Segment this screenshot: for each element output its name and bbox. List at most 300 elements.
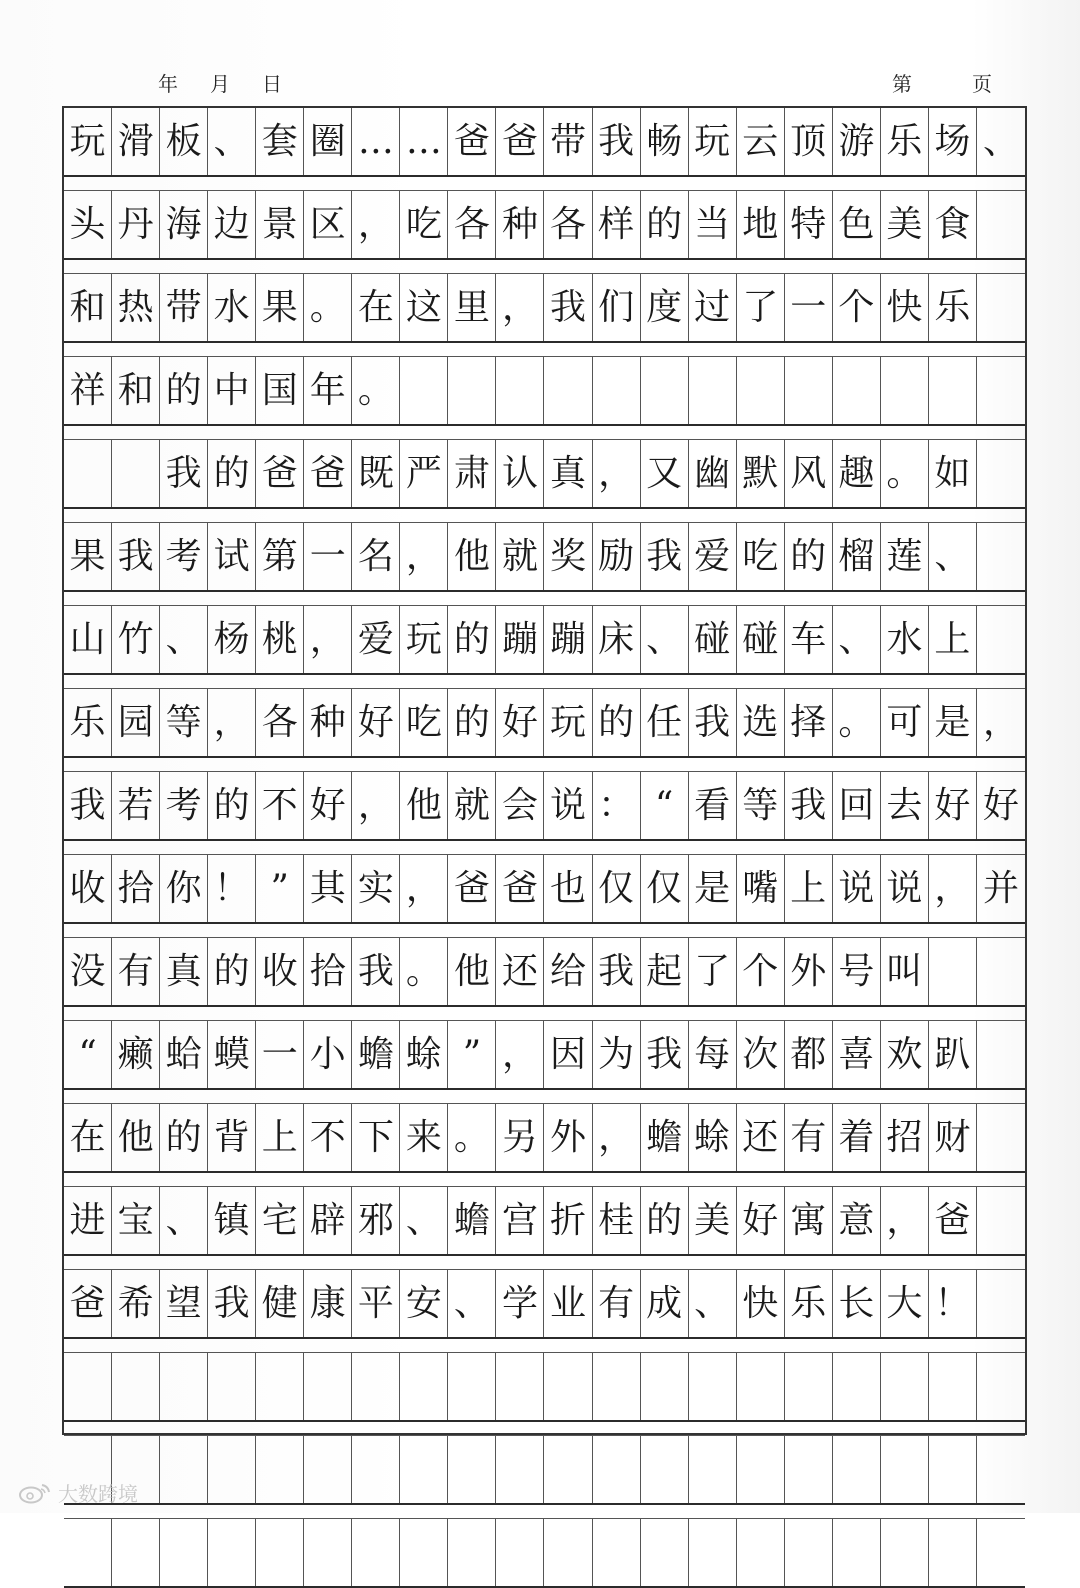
page-header: [60, 68, 1030, 104]
grid-cell: 宅: [256, 1187, 304, 1254]
grid-cell: [544, 357, 592, 424]
grid-cell: 玩: [544, 689, 592, 756]
grid-cell: [977, 1104, 1025, 1171]
grid-cell: 景: [256, 191, 304, 258]
grid-row: [64, 606, 1025, 675]
grid-cell: 我: [64, 772, 112, 839]
grid-cell: 蹦: [496, 606, 544, 673]
grid-cell: 了: [689, 938, 737, 1005]
grid-cell: 圈: [304, 108, 352, 175]
grid-cell: 的: [208, 938, 256, 1005]
grid-cell: 祥: [64, 357, 112, 424]
grid-cell: 肃: [448, 440, 496, 507]
grid-cell: 还: [496, 938, 544, 1005]
grid-cell: 也: [544, 855, 592, 922]
grid-cell: 云: [737, 108, 785, 175]
grid-cell: 套: [256, 108, 304, 175]
grid-cell: [208, 1519, 256, 1586]
row-gap: [64, 260, 1025, 274]
grid-cell: 另: [496, 1104, 544, 1171]
grid-cell: [737, 1353, 785, 1420]
grid-cell: 每: [689, 1021, 737, 1088]
grid-cell: ，: [400, 855, 448, 922]
grid-cell: 个: [737, 938, 785, 1005]
grid-cell: 宝: [112, 1187, 160, 1254]
grid-cell: 奖: [544, 523, 592, 590]
grid-cell: 、: [689, 1270, 737, 1337]
grid-cell: 号: [833, 938, 881, 1005]
grid-cell: [977, 274, 1025, 341]
writing-grid: [62, 106, 1027, 1435]
grid-cell: 吃: [737, 523, 785, 590]
row-gap: [64, 343, 1025, 357]
row-gap: [64, 1256, 1025, 1270]
grid-cell: 都: [785, 1021, 833, 1088]
grid-cell: 竹: [112, 606, 160, 673]
grid-cell: [977, 191, 1025, 258]
row-gap: [64, 924, 1025, 938]
grid-cell: …: [352, 108, 400, 175]
grid-cell: 。: [448, 1104, 496, 1171]
grid-cell: 平: [352, 1270, 400, 1337]
grid-cell: [785, 1436, 833, 1503]
grid-cell: 头: [64, 191, 112, 258]
grid-cell: 爸: [496, 855, 544, 922]
grid-cell: 乐: [881, 108, 929, 175]
grid-row: [64, 1187, 1025, 1256]
grid-cell: 为: [593, 1021, 641, 1088]
grid-cell: 的: [641, 1187, 689, 1254]
grid-cell: 国: [256, 357, 304, 424]
grid-cell: [64, 1353, 112, 1420]
grid-cell: 碰: [689, 606, 737, 673]
grid-cell: 板: [160, 108, 208, 175]
grid-cell: 车: [785, 606, 833, 673]
grid-cell: [929, 1436, 977, 1503]
grid-cell: 意: [833, 1187, 881, 1254]
grid-cell: 好: [982, 784, 1019, 826]
grid-cell: [929, 1353, 977, 1420]
grid-row: [64, 191, 1025, 260]
grid-cell: 果: [256, 274, 304, 341]
grid-cell: 幽: [689, 440, 737, 507]
grid-cell: 碰: [737, 606, 785, 673]
grid-cell: 好: [352, 689, 400, 756]
grid-cell: 场: [929, 108, 977, 175]
grid-cell: 、: [833, 606, 881, 673]
grid-cell: 去: [881, 772, 929, 839]
grid-cell: [977, 938, 1025, 1005]
grid-cell: ！: [929, 1270, 977, 1337]
grid-cell: 丹: [112, 191, 160, 258]
grid-cell: [881, 1519, 929, 1586]
grid-cell: [496, 1353, 544, 1420]
grid-cell: 的: [448, 689, 496, 756]
grid-cell: 真: [544, 440, 592, 507]
grid-cell: 我: [689, 689, 737, 756]
grid-cell: 和: [64, 274, 112, 341]
grid-cell: ，: [496, 274, 544, 341]
grid-cell: 美: [881, 191, 929, 258]
grid-cell: 如: [929, 440, 977, 507]
grid-cell: 热: [112, 274, 160, 341]
grid-cell: 快: [737, 1270, 785, 1337]
grid-cell: 癞: [112, 1021, 160, 1088]
grid-cell: 玩: [689, 108, 737, 175]
grid-cell: [160, 1353, 208, 1420]
grid-cell: 严: [400, 440, 448, 507]
grid-cell: [448, 357, 496, 424]
grid-cell: 果: [64, 523, 112, 590]
grid-cell: 安: [400, 1270, 448, 1337]
grid-cell: [208, 1353, 256, 1420]
row-gap: [64, 426, 1025, 440]
grid-cell: 其: [304, 855, 352, 922]
grid-cell: 收: [256, 938, 304, 1005]
grid-cell: ：: [593, 772, 641, 839]
grid-cell: 财: [929, 1104, 977, 1171]
grid-cell: 了: [737, 274, 785, 341]
grid-cell: 上: [929, 606, 977, 673]
row-gap: [64, 758, 1025, 772]
grid-cell: 说: [544, 772, 592, 839]
grid-cell: [400, 1436, 448, 1503]
watermark-text: 大数跨境: [58, 1482, 138, 1506]
grid-cell: [352, 1353, 400, 1420]
grid-cell: 一: [785, 274, 833, 341]
grid-cell: ，: [304, 606, 352, 673]
grid-cell: ，: [352, 191, 400, 258]
grid-cell: 。: [833, 689, 881, 756]
grid-cell: ”: [256, 855, 304, 922]
grid-cell: 食: [929, 191, 977, 258]
grid-cell: 在: [352, 274, 400, 341]
grid-cell: 滑: [112, 108, 160, 175]
grid-cell: [112, 1519, 160, 1586]
grid-cell: [977, 440, 1025, 507]
grid-cell: 带: [160, 274, 208, 341]
grid-cell: 没: [64, 938, 112, 1005]
grid-cell: 有: [785, 1104, 833, 1171]
grid-cell: 畅: [641, 108, 689, 175]
grid-cell: 下: [352, 1104, 400, 1171]
grid-cell: 、: [929, 523, 977, 590]
grid-cell: [929, 1519, 977, 1586]
grid-cell: 我: [160, 440, 208, 507]
grid-cell: 看: [689, 772, 737, 839]
grid-cell: 外: [785, 938, 833, 1005]
grid-cell: 若: [112, 772, 160, 839]
grid-cell: [593, 1519, 641, 1586]
grid-cell: 爸: [304, 440, 352, 507]
grid-cell: 带: [544, 108, 592, 175]
grid-cell: 上: [256, 1104, 304, 1171]
grid-cell: 风: [785, 440, 833, 507]
grid-cell: 色: [833, 191, 881, 258]
grid-cell: 蜍: [400, 1021, 448, 1088]
grid-cell: 蟾: [352, 1021, 400, 1088]
grid-cell: 考: [160, 772, 208, 839]
grid-cell: 次: [737, 1021, 785, 1088]
grid-cell: 既: [352, 440, 400, 507]
grid-row: [64, 440, 1025, 509]
grid-row: [64, 523, 1025, 592]
row-gap: [64, 592, 1025, 606]
grid-cell: [977, 1436, 1025, 1503]
row-gap: [64, 1173, 1025, 1187]
grid-cell: 蟾: [641, 1104, 689, 1171]
grid-cell: 蟆: [208, 1021, 256, 1088]
grid-cell: 玩: [400, 606, 448, 673]
grid-cell: [544, 1436, 592, 1503]
grid-row: [64, 108, 1025, 177]
grid-cell: [304, 1519, 352, 1586]
grid-cell: [641, 357, 689, 424]
grid-cell: 嘴: [737, 855, 785, 922]
grid-cell: 各: [256, 689, 304, 756]
grid-cell: ，: [496, 1021, 544, 1088]
grid-cell: 是: [689, 855, 737, 922]
row-gap: [64, 177, 1025, 191]
grid-row: [64, 1104, 1025, 1173]
grid-cell: 吃: [400, 689, 448, 756]
grid-cell: [448, 1353, 496, 1420]
grid-cell: [593, 1353, 641, 1420]
grid-cell: 海: [160, 191, 208, 258]
grid-cell: 乐: [64, 689, 112, 756]
grid-cell: 望: [160, 1270, 208, 1337]
grid-cell: 可: [881, 689, 929, 756]
grid-cell: 大: [881, 1270, 929, 1337]
grid-cell: 拾: [112, 855, 160, 922]
grid-cell: [352, 1519, 400, 1586]
grid-cell: 杨: [208, 606, 256, 673]
grid-cell: 宫: [496, 1187, 544, 1254]
grid-cell: [977, 1519, 1025, 1586]
grid-cell: ！: [208, 855, 256, 922]
grid-row: [64, 772, 1025, 841]
grid-cell: 趣: [833, 440, 881, 507]
grid-cell: ，: [982, 701, 1019, 743]
grid-cell: 吃: [400, 191, 448, 258]
grid-cell: 辟: [304, 1187, 352, 1254]
grid-cell: 爸: [256, 440, 304, 507]
grid-cell: 地: [737, 191, 785, 258]
grid-cell: [544, 1519, 592, 1586]
grid-cell: 名: [352, 523, 400, 590]
grid-cell: [400, 357, 448, 424]
grid-cell: [881, 1436, 929, 1503]
grid-cell: 趴: [929, 1021, 977, 1088]
grid-cell: 的: [448, 606, 496, 673]
grid-cell: 他: [448, 938, 496, 1005]
grid-cell: [977, 1187, 1025, 1254]
grid-cell: [977, 1021, 1025, 1088]
grid-cell: [256, 1353, 304, 1420]
grid-row: [64, 1436, 1025, 1505]
grid-cell: 的: [208, 440, 256, 507]
grid-cell: 的: [593, 689, 641, 756]
grid-cell: [785, 357, 833, 424]
grid-cell: 进: [64, 1187, 112, 1254]
grid-cell: 爱: [689, 523, 737, 590]
grid-cell: 我: [593, 108, 641, 175]
grid-cell: 、: [448, 1270, 496, 1337]
page-number-suffix: 页: [972, 72, 992, 96]
grid-cell: 水: [881, 606, 929, 673]
grid-row: [64, 689, 1025, 758]
grid-cell: 在: [64, 1104, 112, 1171]
grid-cell: [833, 1436, 881, 1503]
grid-cell: 健: [256, 1270, 304, 1337]
grid-cell: 好: [496, 689, 544, 756]
grid-cell: [352, 1436, 400, 1503]
row-gap: [64, 841, 1025, 855]
grid-cell: 着: [833, 1104, 881, 1171]
grid-cell: 实: [352, 855, 400, 922]
grid-cell: 试: [208, 523, 256, 590]
row-gap: [64, 1339, 1025, 1353]
grid-cell: 里: [448, 274, 496, 341]
grid-cell: [881, 1353, 929, 1420]
grid-cell: 好: [304, 772, 352, 839]
grid-cell: 中: [208, 357, 256, 424]
grid-cell: 样: [593, 191, 641, 258]
grid-cell: [737, 1436, 785, 1503]
grid-cell: 认: [496, 440, 544, 507]
grid-cell: [448, 1519, 496, 1586]
grid-cell: …: [400, 108, 448, 175]
grid-cell: [833, 1353, 881, 1420]
grid-cell: 种: [496, 191, 544, 258]
grid-cell: 业: [544, 1270, 592, 1337]
grid-cell: ，: [593, 1104, 641, 1171]
grid-cell: 是: [929, 689, 977, 756]
grid-cell: 仅: [593, 855, 641, 922]
grid-cell: 玩: [64, 108, 112, 175]
grid-cell: ，: [929, 855, 977, 922]
row-gap: [64, 1422, 1025, 1436]
grid-cell: 因: [544, 1021, 592, 1088]
grid-row: [64, 274, 1025, 343]
grid-cell: 真: [160, 938, 208, 1005]
grid-cell: 的: [785, 523, 833, 590]
grid-row: [64, 1270, 1025, 1339]
grid-cell: 桂: [593, 1187, 641, 1254]
grid-cell: 个: [833, 274, 881, 341]
grid-cell: [641, 1519, 689, 1586]
row-gap: [64, 1090, 1025, 1104]
grid-cell: 我: [112, 523, 160, 590]
grid-cell: 我: [544, 274, 592, 341]
grid-cell: [496, 1519, 544, 1586]
grid-cell: 等: [737, 772, 785, 839]
grid-cell: 边: [208, 191, 256, 258]
grid-cell: 、: [160, 1187, 208, 1254]
row-gap: [64, 1007, 1025, 1021]
grid-cell: [544, 1353, 592, 1420]
grid-cell: 。: [400, 938, 448, 1005]
grid-cell: 蛤: [160, 1021, 208, 1088]
grid-cell: 爱: [352, 606, 400, 673]
grid-cell: 我: [785, 772, 833, 839]
grid-cell: 就: [448, 772, 496, 839]
grid-cell: [256, 1519, 304, 1586]
grid-cell: 择: [785, 689, 833, 756]
grid-cell: ，: [593, 440, 641, 507]
grid-cell: 说: [881, 855, 929, 922]
grid-cell: 回: [833, 772, 881, 839]
grid-cell: 就: [496, 523, 544, 590]
grid-cell: 成: [641, 1270, 689, 1337]
grid-cell: 又: [641, 440, 689, 507]
grid-cell: 、: [208, 108, 256, 175]
grid-cell: [689, 1436, 737, 1503]
day-label: 日: [262, 72, 282, 96]
grid-cell: 拾: [304, 938, 352, 1005]
grid-cell: 寓: [785, 1187, 833, 1254]
grid-cell: 爸: [448, 108, 496, 175]
page-number-prefix: 第: [892, 72, 912, 96]
grid-cell: 区: [304, 191, 352, 258]
grid-cell: 、: [982, 120, 1019, 162]
grid-cell: 山: [64, 606, 112, 673]
grid-cell: 不: [304, 1104, 352, 1171]
grid-cell: ”: [448, 1021, 496, 1088]
grid-cell: [641, 1436, 689, 1503]
grid-cell: 我: [208, 1270, 256, 1337]
grid-cell: 爸: [496, 108, 544, 175]
grid-cell: [977, 357, 1025, 424]
grid-cell: 当: [689, 191, 737, 258]
grid-cell: 你: [160, 855, 208, 922]
grid-cell: [112, 440, 160, 507]
grid-cell: 这: [400, 274, 448, 341]
grid-cell: 桃: [256, 606, 304, 673]
month-label: 月: [210, 72, 230, 96]
grid-cell: 好: [929, 772, 977, 839]
grid-cell: 爸: [929, 1187, 977, 1254]
grid-cell: [208, 1436, 256, 1503]
grid-cell: 邪: [352, 1187, 400, 1254]
grid-cell: [64, 440, 112, 507]
grid-cell: [593, 357, 641, 424]
row-gap: [64, 509, 1025, 523]
grid-cell: 游: [833, 108, 881, 175]
grid-cell: 、: [641, 606, 689, 673]
grid-cell: 起: [641, 938, 689, 1005]
grid-row: [64, 938, 1025, 1007]
grid-cell: 仅: [641, 855, 689, 922]
grid-row: [64, 1353, 1025, 1422]
grid-cell: ，: [352, 772, 400, 839]
grid-cell: 背: [208, 1104, 256, 1171]
grid-cell: 的: [208, 772, 256, 839]
grid-cell: 有: [593, 1270, 641, 1337]
row-gap: [64, 1505, 1025, 1519]
grid-cell: 选: [737, 689, 785, 756]
grid-cell: [112, 1353, 160, 1420]
grid-cell: 。: [304, 274, 352, 341]
grid-cell: [160, 1519, 208, 1586]
grid-cell: [400, 1353, 448, 1420]
grid-cell: 水: [208, 274, 256, 341]
grid-cell: [689, 1519, 737, 1586]
grid-cell: 不: [256, 772, 304, 839]
grid-cell: 喜: [833, 1021, 881, 1088]
grid-cell: 的: [641, 191, 689, 258]
grid-cell: [496, 357, 544, 424]
